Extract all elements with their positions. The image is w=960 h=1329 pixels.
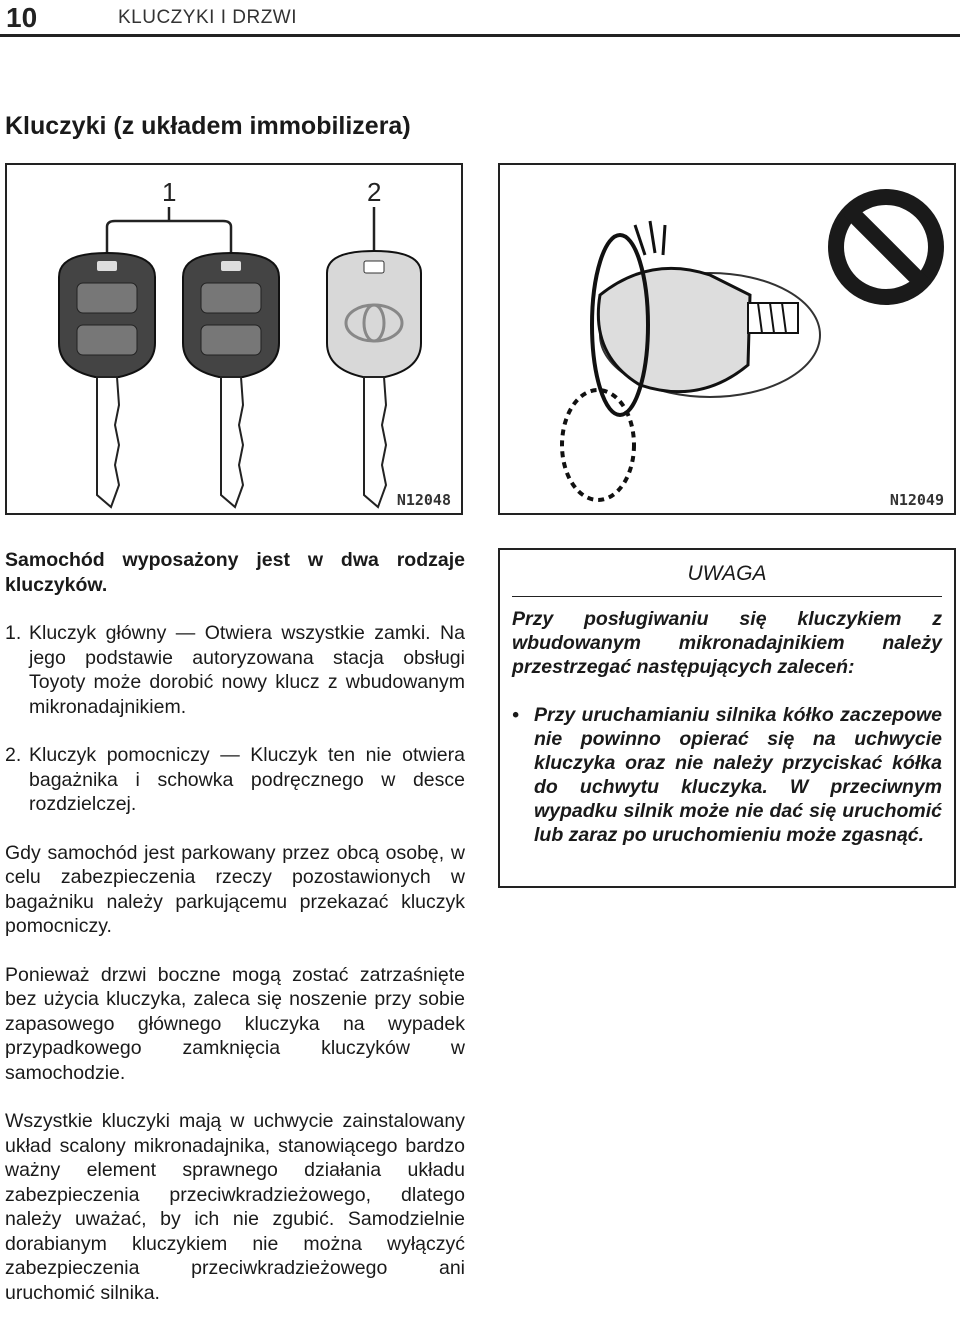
caution-divider [512,596,942,597]
page-title: Kluczyki (z układem immobilizera) [5,112,411,140]
key-ring-drawing [500,165,956,515]
bracket-line [107,207,231,253]
header-divider [0,34,960,37]
list-text: Kluczyk główny — Otwiera wszystkie zamki. Na jego podstawie autoryzowana stacja obsługi Toyoty może dorobić nowy klucz z wbudowanym mikronadajnikiem. [29,622,465,718]
ignition-key-icon [598,221,820,397]
list-number: 2. [5,744,22,766]
paragraph-valet: Gdy samochód jest parkowany przez obcą osobę, w celu zabezpieczenia rzeczy pozostawionych w bagażniku należy parkującemu przekazać kluczyk pomocniczy. [5,841,465,937]
body-text-column [5,548,465,1329]
figure-code-left: N12048 [396,491,451,509]
caution-bullet-text: Przy uruchamianiu silnika kółko zaczepowe nie powinno opierać się na uchwycie kluczyka oraz nie należy przyciskać kółka do uchwytu kluczyka. W przeciwnym wypadku silnik może nie dać się uruchomić lub zaraz po uruchomieniu może zgasnąć. [534,704,942,846]
figure-code-right: N12049 [889,491,944,509]
caution-box [498,548,956,888]
list-item [5,621,465,719]
key-ring-warning-illustration [498,163,956,515]
callout-1: 1 [162,177,177,207]
caution-intro: Przy posługiwaniu się kluczykiem z wbudowanym mikronadajnikiem należy przestrzegać następujących zaleceń: [512,608,942,678]
section-title: KLUCZYKI I DRZWI [118,7,298,28]
master-key-2-icon [183,253,279,507]
keys-drawing [7,165,463,515]
keys-illustration [5,163,463,515]
paragraph-spare-key: Ponieważ drzwi boczne mogą zostać zatrzaśnięte bez użycia kluczyka, zaleca się noszenie przy sobie zapasowego głównego kluczyka na wypadek przypadkowego zamknięcia kluczyków w samochodzie. [5,963,465,1084]
list-text: Kluczyk pomocniczy — Kluczyk ten nie otwiera bagażnika i schowka podręcznego w desce rozdzielczej. [29,744,465,815]
intro-paragraph: Samochód wyposażony jest w dwa rodzaje kluczyków. [5,549,465,596]
valet-key-icon [327,251,421,507]
page-number: 10 [6,2,38,33]
master-key-1-icon [59,253,155,507]
list-number: 1. [5,622,22,644]
callout-2: 2 [367,177,382,207]
list-item [5,743,465,817]
page-header [0,0,960,36]
paragraph-transponder: Wszystkie kluczyki mają w uchwycie zainstalowany układ scalony mikronadajnika, stanowiącego bardzo ważny element sprawnego działania układu zabezpieczenia przeciwkradzieżowego, dlatego należy uważać, by ich nie zgubić. Samodzielnie dorabianym kluczykiem nie można wyłączyć zabezpieczenia przeciwkradzieżowego ani uruchomić silnika. [5,1110,465,1304]
bullet-icon: • [512,704,519,726]
caution-title: UWAGA [687,562,767,585]
prohibited-sign-icon [828,189,944,305]
caution-bullet-item [512,703,942,847]
